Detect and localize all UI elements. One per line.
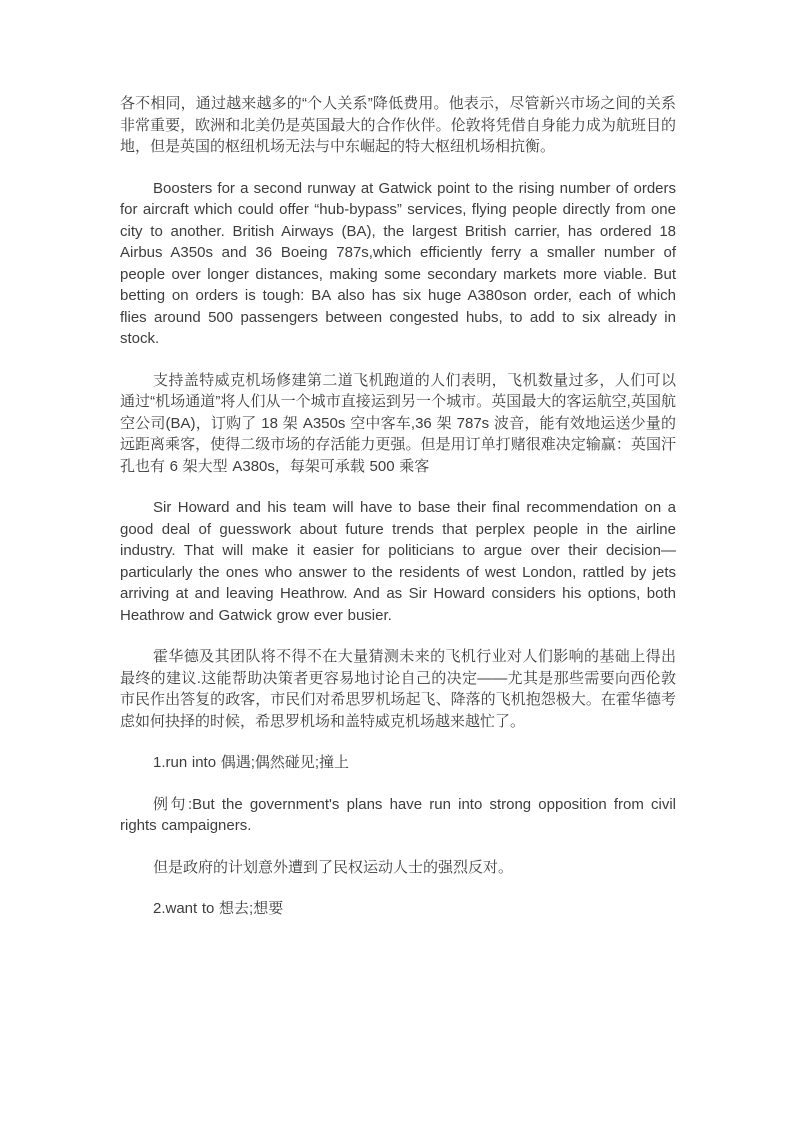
example-translation-run-into: 但是政府的计划意外遭到了民权运动人士的强烈反对。: [153, 858, 514, 876]
paragraph-zh-gatwick-runway: 支持盖特威克机场修建第二道飞机跑道的人们表明，飞机数量过多，人们可以通过“机场通道”将人们从一个城市直接运到另一个城市。英国最大的客运航空,英国航空公司(BA)，订购了 18 架 A350s 空中客车,36 架 787s 波音，能有效地运送少量的远距离乘客，使得二级市场的存活能力更强。但是用订单打赌很难决定输赢：英国汗孔也有 6 架大型 A380s，每架可承载 500 乘客: [120, 371, 676, 475]
paragraph-zh-costs: 各不相同，通过越来越多的“个人关系”降低费用。他表示，尽管新兴市场之间的关系非常重要，欧洲和北美仍是英国最大的合作伙伴。伦敦将凭借自身能力成为航班目的地，但是英国的枢纽机场无法与中东崛起的特大枢纽机场相抗衡。: [120, 95, 676, 155]
paragraph-en-sir-howard: Sir Howard and his team will have to base their final recommendation on a good deal of guesswork about future trends that perplex people in the airline industry. That will make it easier for politicians to argue over their decision—particularly the ones who answer to the residents of west London, rattled by jets arriving at and leaving Heathrow. And as Sir Howard considers his options, both Heathrow and Gatwick grow ever busier.: [120, 499, 676, 624]
vocab-item-run-into: 1.run into 偶遇;偶然碰见;撞上: [153, 754, 350, 771]
paragraph-zh-sir-howard: 霍华德及其团队将不得不在大量猜测未来的飞机行业对人们影响的基础上得出最终的建议.这能帮助决策者更容易地讨论自己的决定——尤其是那些需要向西伦敦市民作出答复的政客，市民们对希思罗机场起飞、降落的飞机抱怨极大。在霍华德考虑如何抉择的时候，希思罗机场和盖特威克机场越来越忙了。: [120, 648, 676, 730]
document-content: [120, 93, 676, 920]
paragraph-en-gatwick-runway: Boosters for a second runway at Gatwick point to the rising number of orders for aircraft which could offer “hub-bypass” services, flying people directly from one city to another. British Airways (BA), the largest British carrier, has ordered 18 Airbus A350s and 36 Boeing 787s,which efficiently ferry a smaller number of people over longer distances, making some secondary markets more viable. But betting on orders is tough: BA also has six huge A380son order, each of which flies around 500 passengers between congested hubs, to add to six already in stock.: [120, 179, 676, 347]
vocab-item-want-to: 2.want to 想去;想要: [153, 900, 284, 917]
example-sentence-run-into: 例句:But the government's plans have run into strong opposition from civil rights campaigners.: [120, 795, 676, 834]
